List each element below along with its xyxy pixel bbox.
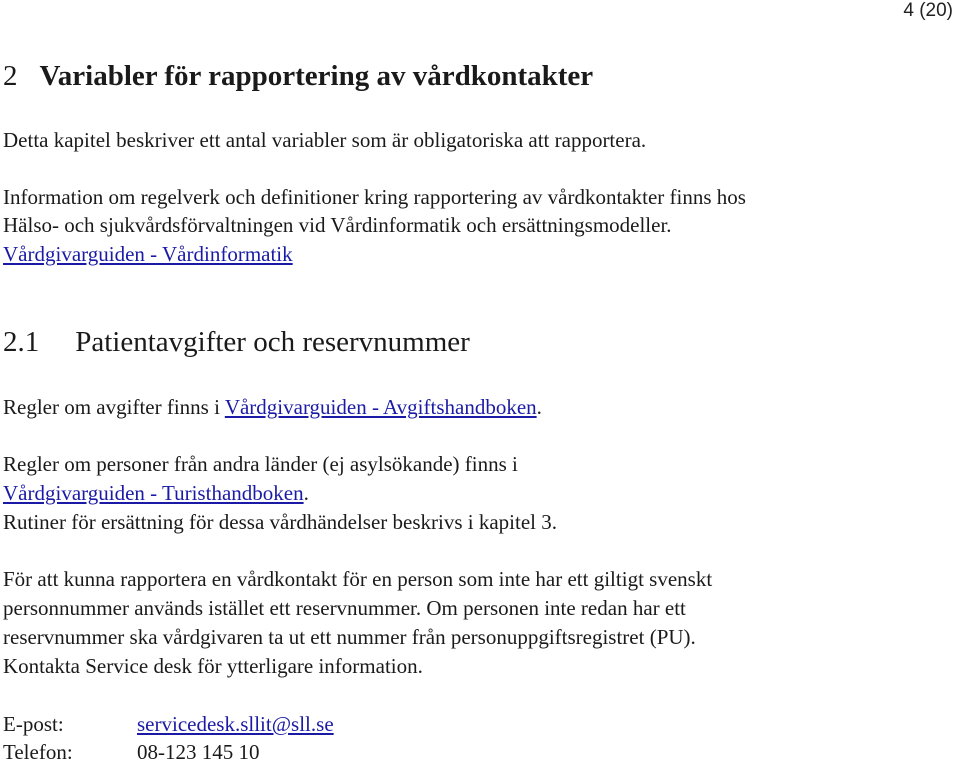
section-number: 2 bbox=[3, 60, 18, 92]
foreign-line-1: Regler om personer från andra länder (ej asylsökande) finns i bbox=[3, 452, 518, 476]
page-number: 4 (20) bbox=[903, 0, 953, 21]
fees-paragraph bbox=[3, 395, 542, 420]
avgiftshandboken-link[interactable]: Vårdgivarguiden - Avgiftshandboken bbox=[224, 395, 537, 419]
fees-prefix: Regler om avgifter finns i bbox=[3, 395, 225, 419]
vardinformatik-link[interactable]: Vårdgivarguiden - Vårdinformatik bbox=[3, 242, 293, 266]
subsection-title: Patientavgifter och reservnummer bbox=[75, 326, 470, 358]
phone-label: Telefon: bbox=[3, 740, 73, 764]
reserve-line-1: För att kunna rapportera en vårdkontakt för en person som inte har ett giltigt svenskt bbox=[3, 567, 713, 591]
intro-paragraph: Detta kapitel beskriver ett antal variabler som är obligatoriska att rapportera. bbox=[3, 128, 647, 152]
subsection-heading bbox=[3, 326, 470, 359]
email-label: E-post: bbox=[3, 712, 64, 736]
info-line-1: Information om regelverk och definitioner kring rapportering av vårdkontakter finns hos bbox=[3, 185, 746, 209]
foreign-suffix: . bbox=[303, 481, 309, 505]
subsection-number: 2.1 bbox=[3, 326, 40, 358]
info-line-2: Hälso- och sjukvårdsförvaltningen vid Vårdinformatik och ersättningsmodeller. bbox=[3, 213, 672, 237]
fees-suffix: . bbox=[536, 395, 542, 419]
reserve-line-3: reservnummer ska vårdgivaren ta ut ett nummer från personuppgiftsregistret (PU). bbox=[3, 625, 696, 649]
email-row bbox=[3, 712, 334, 737]
turisthandboken-link[interactable]: Vårdgivarguiden - Turisthandboken bbox=[3, 481, 304, 505]
foreign-line-2 bbox=[3, 481, 309, 506]
reserve-line-4: Kontakta Service desk för ytterligare information. bbox=[3, 654, 423, 678]
routines-line: Rutiner för ersättning för dessa vårdhändelser beskrivs i kapitel 3. bbox=[3, 510, 558, 534]
phone-row bbox=[3, 740, 260, 765]
phone-value: 08-123 145 10 bbox=[137, 740, 260, 764]
section-heading bbox=[3, 60, 593, 93]
email-link[interactable]: servicedesk.sllit@sll.se bbox=[137, 712, 334, 736]
section-title: Variabler för rapportering av vårdkontakter bbox=[39, 60, 594, 92]
reserve-line-2: personnummer används istället ett reservnummer. Om personen inte redan har ett bbox=[3, 596, 686, 620]
